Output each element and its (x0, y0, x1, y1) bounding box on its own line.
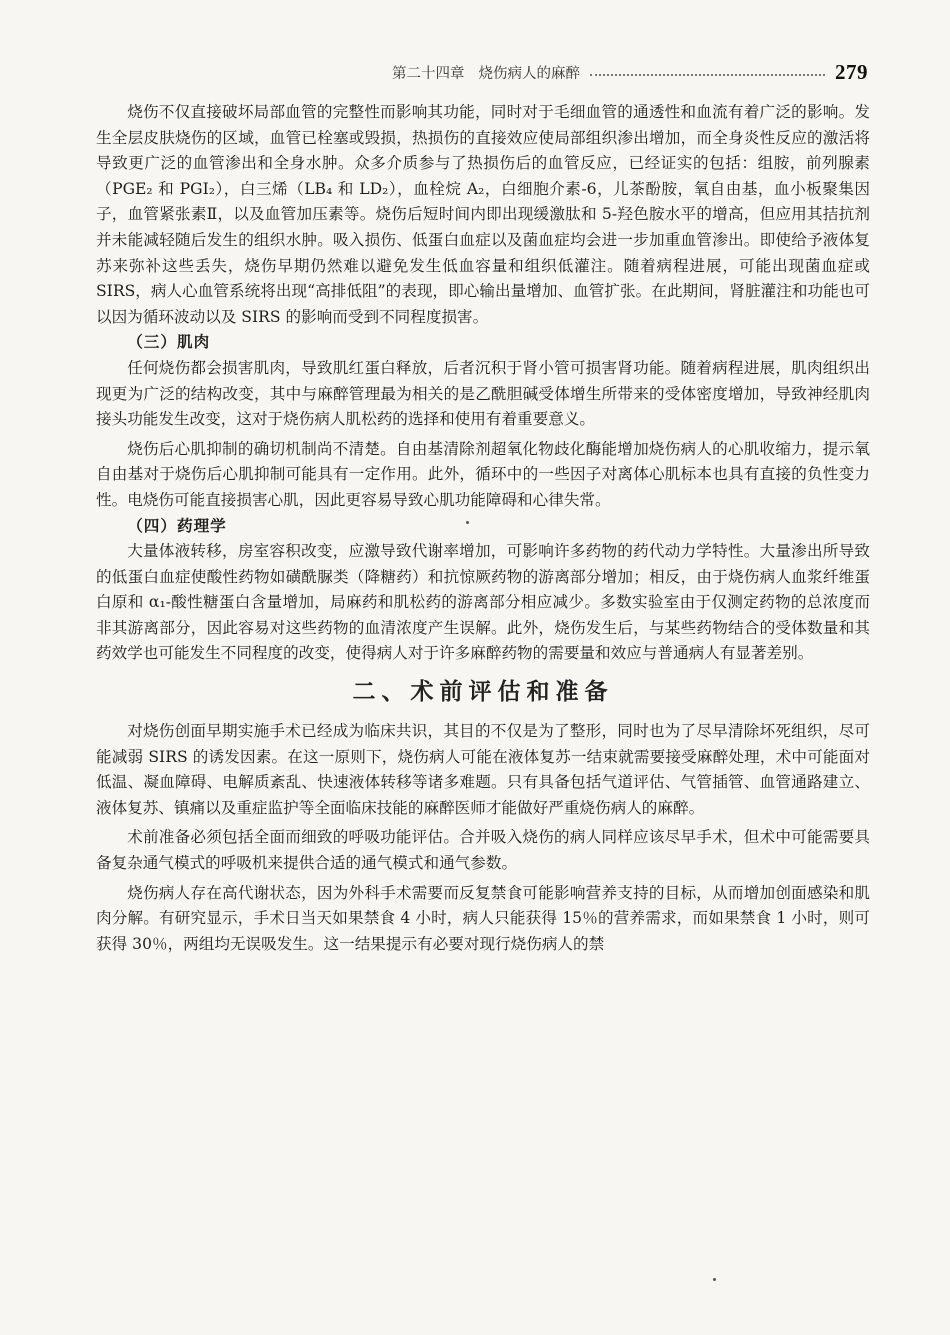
subheading-pharmacology: （四）药理学 (127, 516, 227, 535)
page-number: 279 (835, 59, 868, 84)
paragraph-fasting: 烧伤病人存在高代谢状态，因为外科手术需要而反复禁食可能影响营养支持的目标，从而增加创面感染和肌肉分解。有研究显示，手术日当天如果禁食 4 小时，病人只能获得 15％的营养需求，而如果禁食 1 小时，则可获得 30％，两组均无误吸发生。这一结果提示有必要对现行烧伤病人的禁 (96, 883, 870, 953)
subheading-muscle: （三）肌肉 (127, 333, 211, 352)
paragraph-myocardium: 烧伤后心肌抑制的确切机制尚不清楚。自由基清除剂超氧化物歧化酶能增加烧伤病人的心肌收缩力，提示氧自由基对于烧伤后心肌抑制可能具有一定作用。此外，循环中的一些因子对离体心肌标本也具有直接的负性变力性。电烧伤可能直接损害心肌，因此更容易导致心肌功能障碍和心律失常。 (96, 439, 870, 509)
page-body (96, 100, 870, 957)
scan-speck (713, 1278, 716, 1281)
paragraph-preparation: 术前准备必须包括全面而细致的呼吸功能评估。合并吸入烧伤的病人同样应该尽早手术，但术中可能需要具备复杂通气模式的呼吸机来提供合适的通气模式和通气参数。 (96, 828, 870, 873)
leader-dots (590, 74, 825, 76)
paragraph-muscle: 任何烧伤都会损害肌肉，导致肌红蛋白释放，后者沉积于肾小管可损害肾功能。随着病程进展，肌肉组织出现更为广泛的结构改变，其中与麻醉管理最为相关的是乙酰胆碱受体增生所带来的受体密度增加，导致神经肌肉接头功能发生改变，这对于烧伤病人肌松药的选择和使用有着重要意义。 (96, 358, 870, 429)
chapter-number: 第二十四章 (392, 65, 465, 82)
chapter-title: 烧伤病人的麻醉 (478, 65, 580, 82)
running-header (392, 58, 868, 86)
section-title: 二、术前评估和准备 (352, 679, 614, 706)
paragraph-vascular: 烧伤不仅直接破坏局部血管的完整性而影响其功能，同时对于毛细血管的通透性和血流有着广泛的影响。发生全层皮肤烧伤的区域，血管已栓塞或毁损，热损伤的直接效应使局部组织渗出增加，而全身炎性反应的激活将导致更广泛的血管渗出和全身水肿。众多介质参与了热损伤后的血管反应，已经证实的包括：组胺，前列腺素（PGE₂ 和 PGI₂），白三烯（LB₄ 和 LD₂），血栓烷 A₂，白细胞介素-6，儿茶酚胺，氧自由基，血小板聚集因子，血管紧张素Ⅱ，以及血管加压素等。烧伤后短时间内即出现缓激肽和 5-羟色胺水平的增高，但应用其拮抗剂并未能减轻随后发生的组织水肿。吸入损伤、低蛋白血症以及菌血症均会进一步加重血管渗出。即使给予液体复苏来弥补这些丢失，烧伤早期仍然难以避免发生低血容量和组织低灌注。随着病程进展，可能出现菌血症或 SIRS，病人心血管系统将出现“高排低阻”的表现，即心输出量增加、血管扩张。在此期间，肾脏灌注和功能也可以因为循环波动以及 SIRS 的影响而受到不同程度损害。 (96, 103, 870, 326)
paragraph-surgery: 对烧伤创面早期实施手术已经成为临床共识，其目的不仅是为了整形，同时也为了尽早清除坏死组织，尽可能减弱 SIRS 的诱发因素。在这一原则下，烧伤病人可能在液体复苏一结束就需要接受麻醉处理，术中可能面对低温、凝血障碍、电解质紊乱、快速液体转移等诸多难题。只有具备包括气道评估、气管插管、血管通路建立、液体复苏、镇痛以及重症监护等全面临床技能的麻醉医师才能做好严重烧伤病人的麻醉。 (96, 722, 870, 817)
paragraph-pharmacology: 大量体液转移，房室容积改变，应激导致代谢率增加，可影响许多药物的药代动力学特性。大量渗出所导致的低蛋白血症使酸性药物如磺酰脲类（降糖药）和抗惊厥药物的游离部分增加；相反，由于烧伤病人血浆纤维蛋白原和 α₁-酸性糖蛋白含量增加，局麻药和肌松药的游离部分相应减少。多数实验室由于仅测定药物的总浓度而非其游离部分，因此容易对这些药物的血清浓度产生误解。此外，烧伤发生后，与某些药物结合的受体数量和其药效学也可能发生不同程度的改变，使得病人对于许多麻醉药物的需要量和效应与普通病人有显著差别。 (96, 542, 870, 663)
scan-speck (466, 521, 469, 524)
